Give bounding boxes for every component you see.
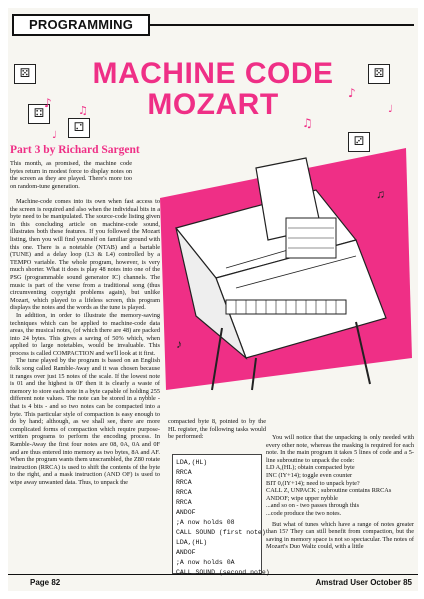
byline: Part 3 by Richard Sargent: [10, 144, 140, 156]
column-1: [10, 198, 160, 487]
title-line-2: MOZART: [147, 88, 279, 121]
paragraph: The tune played by the program is based on an English folk song called Ramble-Away and it was chosen because it ranges over just 15 notes of the scale. If the lowest note is 01 and the highest is 0F then it is clearly a waste of memory to store each note in a byte capable of holding 255 different note values. The note can be stored in a nybble - that is 4 bits - and so two notes can be compacted into a byte. This particular style of compaction is easy enough to do by hand; although, as we shall see, there are more complicated forms of compaction which require purpose-written programs to perform the encoding process. In Ramble-Away the first four notes are 08, 0A, 0A and 0F and are thus entered into memory as two bytes, 8A and AF. When the program wants them unscrambled, the Z80 rotate instruction (RRCA) is used to shift the contents of the byte to the right, and a mask instruction (AND OF) is used to wipe away unwanted data. Thus, to unpack the: [10, 357, 160, 486]
code-line: RRCA: [176, 489, 192, 496]
code-line: RRCA: [176, 499, 192, 506]
svg-text:♪: ♪: [176, 337, 182, 351]
code-line: LD A,(HL); obtain compacted byte: [266, 464, 355, 472]
code-line: ;A now holds 08: [176, 519, 235, 526]
code-line: ...code produce the two notes.: [266, 509, 342, 517]
harpsichord-illustration: [156, 128, 416, 398]
page-number: Page 82: [30, 578, 61, 587]
magazine-issue: Amstrad User October 85: [315, 578, 412, 587]
music-note-icon: ♩: [52, 130, 57, 141]
code-line: ;A now holds 0A: [176, 559, 235, 566]
title-line-1: MACHINE CODE: [92, 57, 334, 90]
paragraph: Machine-code comes into its own when fast access to the screen is required and also when the individual bits in a byte need to be manipulated. The source-code listing given in this concluding article on machine-code sound, illustrates both these features. If you followed the Mozart listing, then you will find yourself on familiar ground with this one. There is a notetable (NTAB) and a bartable (TUNE) and a delay loop (L3 & L4) controlled by a TEMPO variable. The whole program, however, is very much shorter. What it does is play 48 notes into one of the PSG (programmable sound generator IC) channels. The music is part of the verse from a traditional song (thus circumventing copyright problems again), but unlike Mozart, which played to a lifeless screen, this program displays the notes and the words as the tune is played.: [10, 198, 160, 312]
header-rule: [148, 24, 414, 26]
code-line: CALL SOUND (second note): [176, 569, 270, 576]
paragraph: But what of tunes which have a range of notes greater than 15? They can still benefit from compaction, but the saving in memory space is not so spectacular. The notes of Mozart's Duo Waltz could, with a little: [266, 520, 414, 551]
code-line: CALL Z, UNPACK ; subroutine contains RRCAs: [266, 487, 392, 495]
code-line: LDA,(HL): [176, 539, 208, 546]
code-line: RRCA: [176, 469, 192, 476]
code-line: ANDOF: [176, 509, 196, 516]
dice-icon: ⚂: [348, 132, 370, 152]
paragraph: You will notice that the unpacking is only needed with every other note, whereas the masking is required for each note. In the main program it takes 5 lines of code and a 5-line subroutine to unpack the code:: [266, 434, 414, 464]
code-line: BIT 0,(IY+14); need to unpack byte?: [266, 479, 360, 487]
code-line: ...and so on - two passes through this: [266, 502, 360, 510]
page-header: [8, 8, 418, 40]
dice-icon: ⚁: [68, 118, 90, 138]
code-line: CALL SOUND (first note): [176, 529, 266, 536]
intro-text: This month, as promised, the machine code bytes return in modest force to display notes on the screen as they are played. There's more too on random-tune generation.: [10, 160, 132, 190]
code-listing: [172, 454, 270, 576]
dice-icon: ⚄: [14, 64, 36, 84]
code-line: ANDOF: [176, 549, 196, 556]
dice-icon: ⚄: [368, 64, 390, 84]
music-note-icon: ♫: [78, 104, 88, 117]
section-tag: PROGRAMMING: [12, 14, 150, 36]
code-line: LDA,(HL): [176, 459, 208, 466]
magazine-page: [8, 8, 418, 591]
code-line: ANDOF; wipe upper nybble: [266, 494, 338, 502]
paragraph: In addition, in order to illustrate the memory-saving techniques which can be applied to machine-code data areas, the musical notes, (of which there are 48) are packed into 24 bytes. This gives a saving of 50% which, when applied to large notetables, would be invaluable. This process is called COMPACTION and we'll look at it first.: [10, 311, 160, 357]
paragraph: compacted byte 8, pointed to by the HL register, the following tasks would be performed:: [168, 418, 266, 441]
intro-paragraph: [10, 160, 132, 190]
article-title: [88, 58, 338, 120]
dice-icon: ⚃: [28, 104, 50, 124]
music-note-icon: ♪: [348, 86, 356, 100]
music-note-icon: ♪: [44, 96, 52, 110]
svg-text:♫: ♫: [376, 187, 385, 201]
code-line: INC (IY+14); toggle even counter: [266, 471, 353, 479]
music-note-icon: ♩: [388, 104, 393, 115]
page-footer: [8, 574, 418, 591]
column-3: [266, 434, 414, 551]
code-line: RRCA: [176, 479, 192, 486]
column-2: [168, 418, 266, 441]
music-note-icon: ♫: [302, 116, 313, 130]
